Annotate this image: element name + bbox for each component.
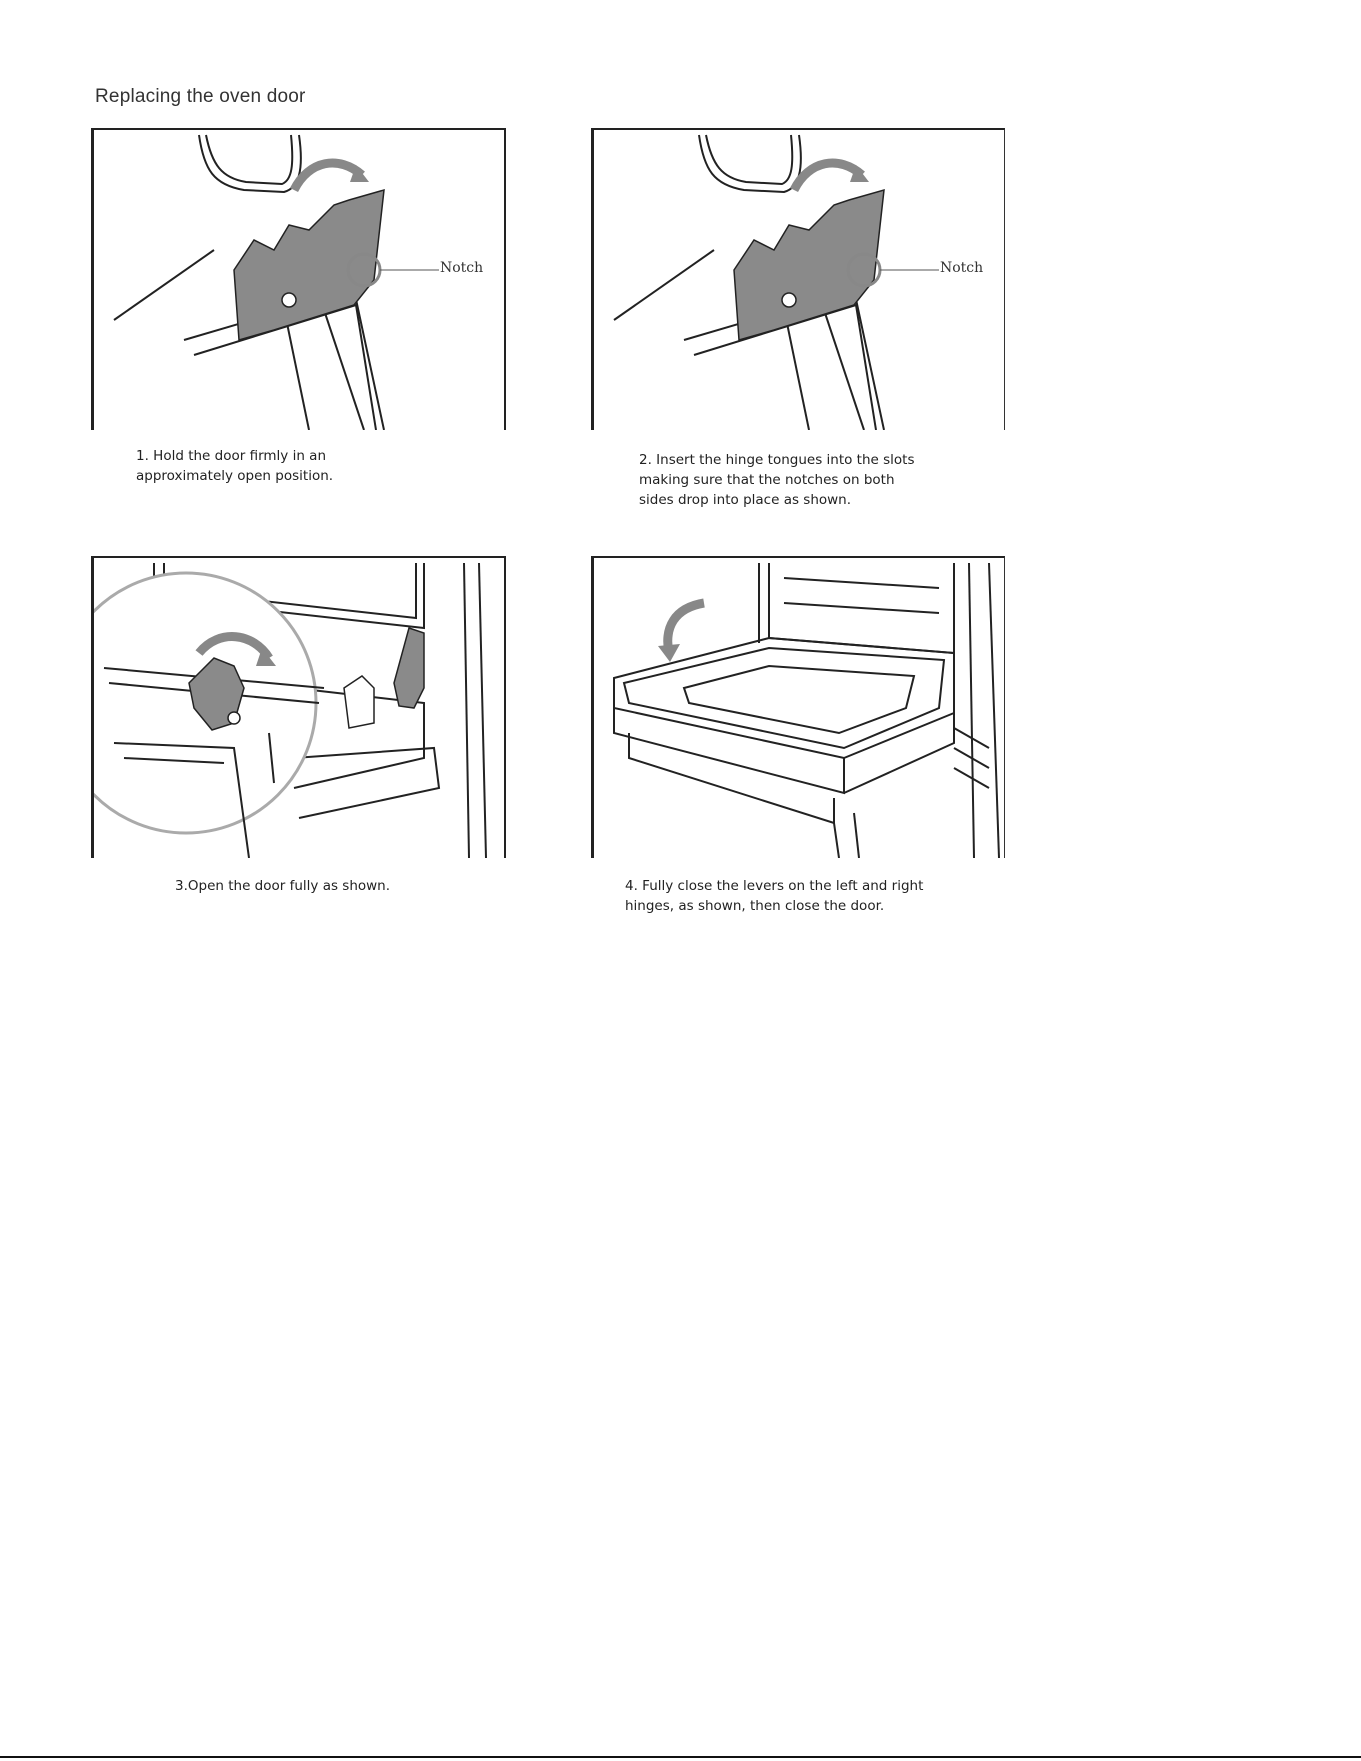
figure-caption-2: 2. Insert the hinge tongues into the slots making sure that the notches on both sides drop into place as shown. bbox=[639, 452, 915, 508]
hinge-plate bbox=[234, 190, 384, 340]
hinge-plate bbox=[734, 190, 884, 340]
figure-caption-1: 1. Hold the door firmly in an approximately open position. bbox=[136, 448, 334, 484]
hinge-lever bbox=[394, 628, 424, 708]
notch-label: Notch bbox=[440, 260, 484, 276]
figure-close-levers bbox=[591, 556, 1005, 858]
oven-illustration-4 bbox=[594, 558, 1004, 858]
hinge-illustration-2 bbox=[594, 130, 1004, 430]
figure-insert-hinge bbox=[591, 128, 1005, 430]
arrow-icon bbox=[794, 163, 862, 190]
figure-caption-3: 3.Open the door fully as shown. bbox=[175, 878, 391, 894]
door-window bbox=[684, 666, 914, 733]
footer-rule bbox=[0, 1756, 1361, 1758]
page-title: Replacing the oven door bbox=[95, 86, 306, 107]
notch-label: Notch bbox=[940, 260, 984, 276]
figure-hold-door bbox=[91, 128, 506, 430]
hinge-illustration-3 bbox=[94, 558, 504, 858]
arrow-icon bbox=[294, 163, 362, 190]
figure-caption-4: 4. Fully close the levers on the left and right hinges, as shown, then close the door. bbox=[625, 878, 924, 914]
hinge-illustration-1 bbox=[94, 130, 504, 430]
figure-open-door bbox=[91, 556, 506, 858]
